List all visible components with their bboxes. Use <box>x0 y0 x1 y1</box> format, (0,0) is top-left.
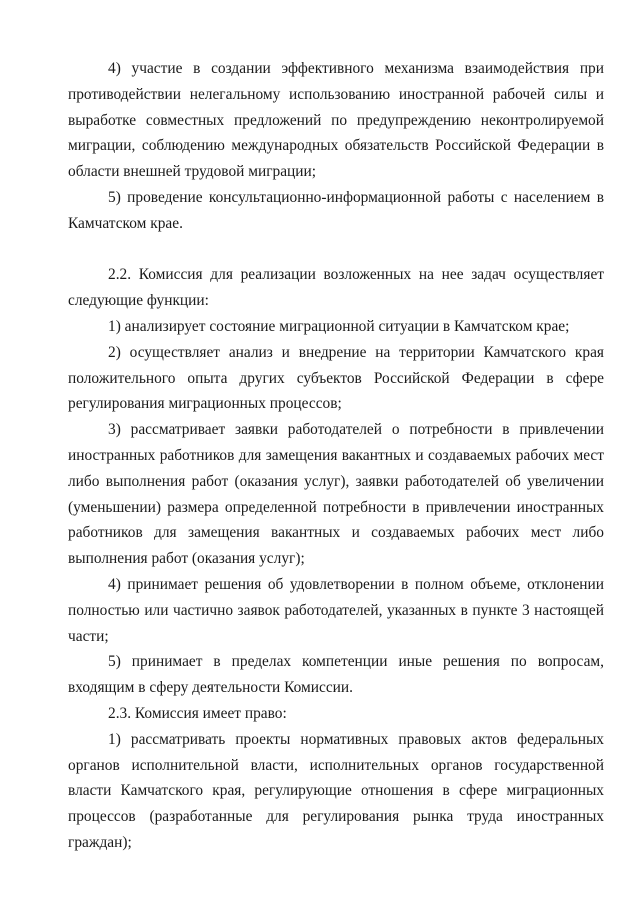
paragraph-function-5: 5) принимает в пределах компетенции иные решения по вопросам, входящим в сферу деятельности Комиссии. <box>68 653 604 697</box>
paragraph-function-1: 1) анализирует состояние миграционной ситуации в Камчатском крае; <box>108 317 570 335</box>
paragraph-item-4-participation: 4) участие в создании эффективного механизма взаимодействия при противодействии нелегальному использованию иностранной рабочей силы и выработке совместных предложений по предупреждению неконтролируемой миграции, соблюдению международных обязательств Российской Федерации в области внешней трудовой миграции; <box>68 60 604 181</box>
paragraph-function-4: 4) принимает решения об удовлетворении в полном объеме, отклонении полностью или частично заявок работодателей, указанных в пункте 3 настоящей части; <box>68 575 604 645</box>
paragraph-right-1: 1) рассматривать проекты нормативных правовых актов федеральных органов исполнительной власти, исполнительных органов государственной власти Камчатского края, регулирующие отношения в сфере миграционных процессов (разработанные для регулирования рынка труда иностранных граждан); <box>68 730 604 851</box>
paragraph-section-2-3: 2.3. Комиссия имеет право: <box>108 704 287 722</box>
paragraph-function-2: 2) осуществляет анализ и внедрение на территории Камчатского края положительного опыта других субъектов Российской Федерации в сфере регулирования миграционных процессов; <box>68 343 604 413</box>
paragraph-section-2-2: 2.2. Комиссия для реализации возложенных на нее задач осуществляет следующие функции: <box>68 266 604 310</box>
paragraph-item-5-consultation: 5) проведение консультационно-информационной работы с населением в Камчатском крае. <box>68 188 604 232</box>
paragraph-function-3: 3) рассматривает заявки работодателей о потребности в привлечении иностранных работников для замещения вакантных и создаваемых рабочих мест либо выполнения работ (оказания услуг), заявки работодателей об увеличении (уменьшении) размера определенной потребности в привлечении иностранных работников для замещения вакантных и создаваемых рабочих мест либо выполнения работ (оказания услуг); <box>68 421 604 568</box>
